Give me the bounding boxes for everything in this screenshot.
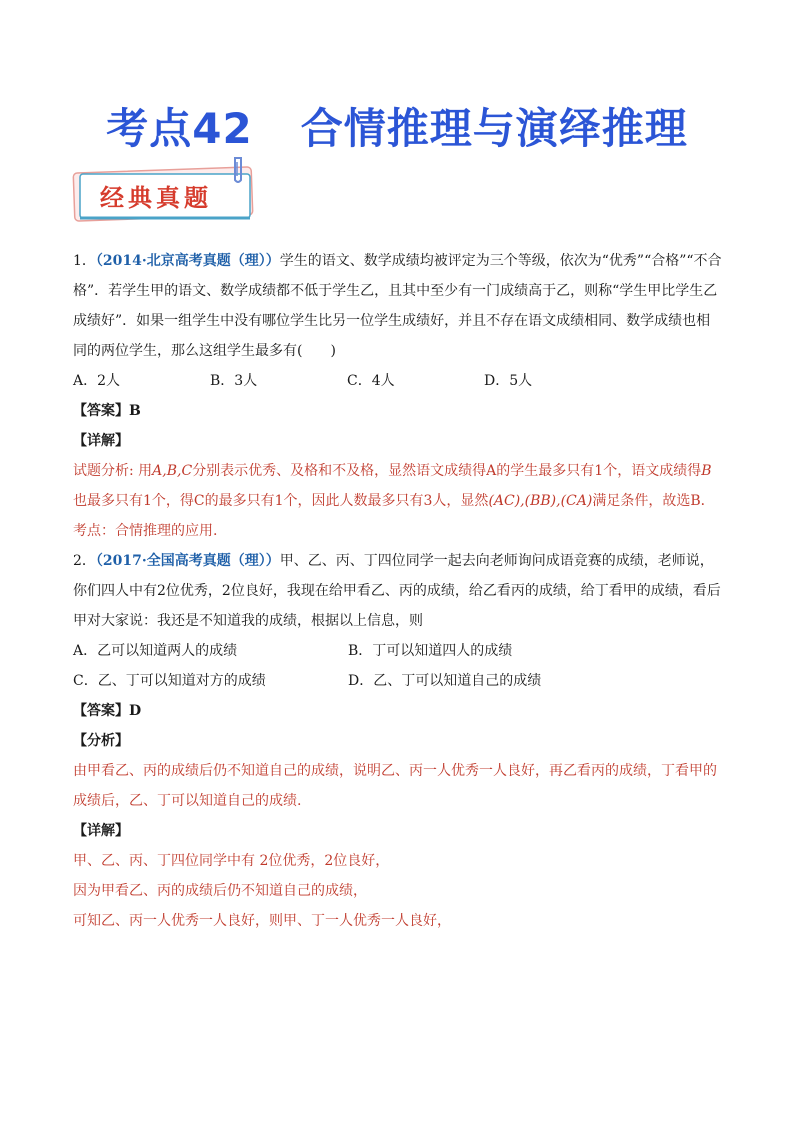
- q1-option-d: D．5人: [484, 373, 533, 389]
- q1-point: 考点：合情推理的应用.: [73, 523, 218, 539]
- question-2: [73, 546, 723, 936]
- q2-detail-line-3: 可知乙、丙一人优秀一人良好，则甲、丁一人优秀一人良好，: [73, 913, 451, 929]
- badge-label: 经典真题: [100, 183, 212, 212]
- q1-detail-part-c: 也最多只有1个，得C的最多只有1个，因此人数最多只有3人，显然: [73, 493, 489, 509]
- q1-detail-part-d: 满足条件，故选B．: [592, 493, 715, 509]
- q1-options: [73, 366, 723, 396]
- q2-option-c: C．乙、丁可以知道对方的成绩: [73, 673, 266, 689]
- q2-option-d: D．乙、丁可以知道自己的成绩: [348, 673, 542, 689]
- section-badge: [70, 156, 260, 224]
- title-topic-number: 考点42: [106, 104, 253, 153]
- q1-source: （2014·北京高考真题（理））: [95, 253, 280, 269]
- q2-option-b: B．丁可以知道四人的成绩: [348, 643, 513, 659]
- questions-content: [73, 246, 723, 936]
- q2-analysis: 由甲看乙、丙的成绩后仍不知道自己的成绩，说明乙、丙一人优秀一人良好，再乙看丙的成绩，丁看甲的成绩后，乙、丁可以知道自己的成绩.: [73, 763, 717, 809]
- q2-detail-line-2: 因为甲看乙、丙的成绩后仍不知道自己的成绩，: [73, 883, 367, 899]
- q1-stem: [73, 246, 723, 366]
- q2-option-a: A．乙可以知道两人的成绩: [73, 643, 238, 659]
- q2-detail-tag: 【详解】: [73, 823, 129, 839]
- q1-number: 1．: [73, 253, 96, 269]
- q1-detail-vars: A,B,C: [152, 463, 193, 479]
- q1-option-c: C．4人: [347, 373, 395, 389]
- q2-text: 甲、乙、丙、丁四位同学一起去向老师询问成语竞赛的成绩，老师说，你们四人中有2位优秀，2位良好，我现在给甲看乙、丙的成绩，给乙看丙的成绩，给丁看甲的成绩，看后甲对大家说：我还是不知道我的成绩，根据以上信息，则: [73, 553, 721, 629]
- q1-option-a: A．2人: [73, 373, 121, 389]
- q1-detail-part-b: 分别表示优秀、及格和不及格，显然语文成绩得A的学生最多只有1个，语文成绩得: [192, 463, 702, 479]
- q2-options-row-2: [73, 666, 723, 696]
- q1-detail-pairs: (AC),(BB),(CA): [488, 493, 593, 509]
- q2-detail-line-1: 甲、乙、丙、丁四位同学中有 2位优秀，2位良好，: [73, 853, 390, 869]
- q2-analysis-tag: 【分析】: [73, 733, 129, 749]
- title-topic-name: 合情推理与演绎推理: [300, 104, 688, 153]
- q1-option-b: B．3人: [210, 373, 258, 389]
- q2-source: （2017·全国高考真题（理））: [95, 553, 280, 569]
- page-title: [0, 96, 794, 156]
- q1-detail-tag: 【详解】: [73, 433, 129, 449]
- q2-number: 2．: [73, 553, 96, 569]
- q1-text: 学生的语文、数学成绩均被评定为三个等级，依次为“优秀”“合格”“不合格”．若学生甲的语文、数学成绩都不低于学生乙，且其中至少有一门成绩高于乙，则称“学生甲比学生乙成绩好”．如果一组学生中没有哪位学生比另一位学生成绩好，并且不存在语文成绩相同、数学成绩也相同的两位学生，那么这组学生最多有( ): [73, 253, 722, 359]
- q1-answer: 【答案】B: [73, 403, 141, 419]
- question-1: [73, 246, 723, 546]
- q1-detail-var-b: B: [701, 463, 712, 479]
- q1-detail: [73, 456, 723, 516]
- q2-answer: 【答案】D: [73, 703, 142, 719]
- q2-stem: [73, 546, 723, 636]
- q2-options-row-1: [73, 636, 723, 666]
- q1-detail-part-a: 试题分析: 用: [73, 463, 153, 479]
